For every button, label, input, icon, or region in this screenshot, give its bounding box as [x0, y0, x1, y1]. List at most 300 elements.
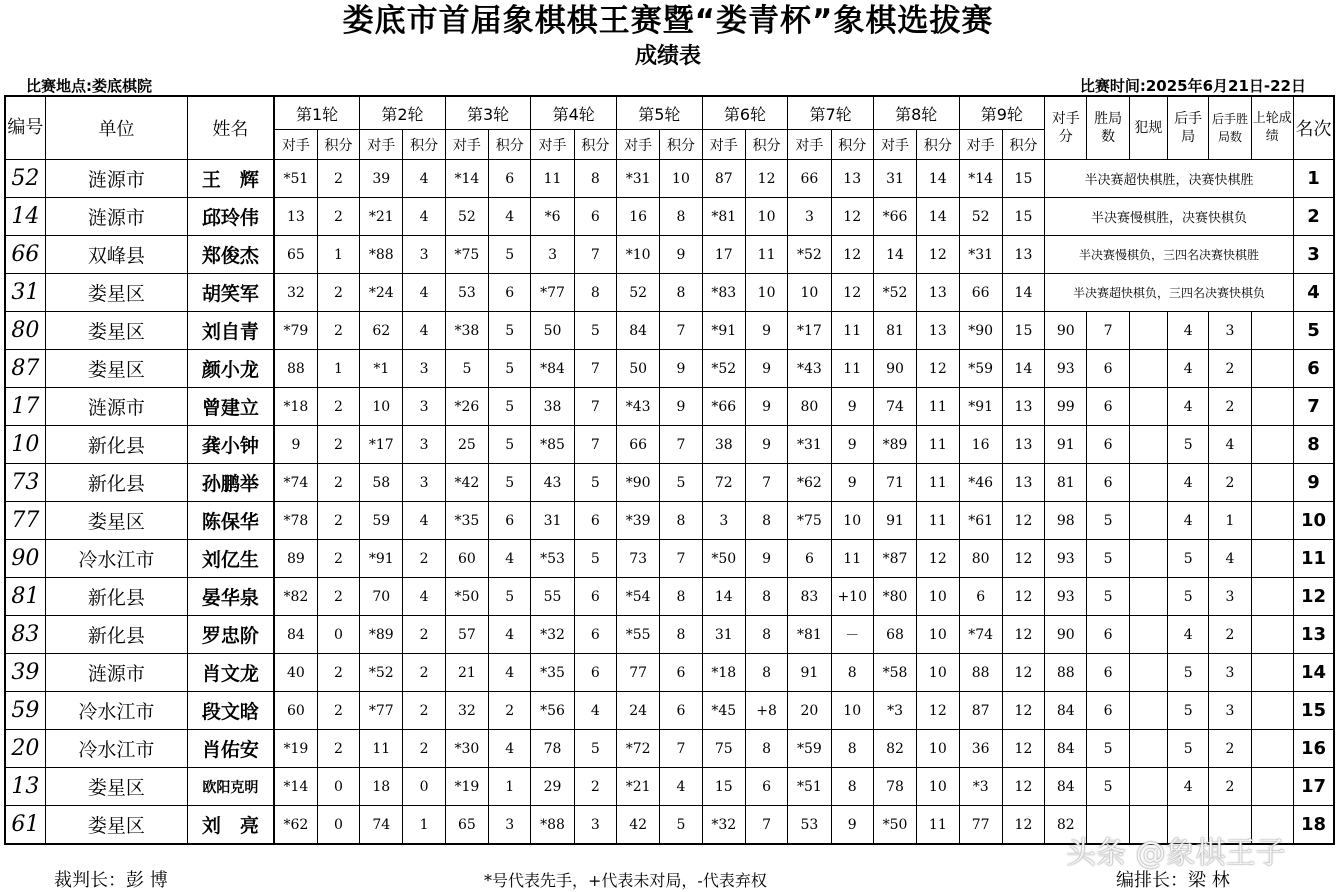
player-name: 刘 亮	[187, 806, 274, 845]
points-cell: 6	[660, 654, 702, 692]
black-wins-cell: 4	[1209, 426, 1251, 464]
opponent-cell: 78	[873, 768, 916, 806]
wins-cell: 6	[1087, 692, 1129, 730]
points-cell: 12	[1002, 692, 1044, 730]
player-unit: 娄星区	[45, 274, 187, 312]
points-cell: 12	[1002, 730, 1044, 768]
opponent-cell: *35	[531, 654, 574, 692]
opponent-cell: 36	[959, 730, 1002, 768]
opponent-cell: *53	[531, 540, 574, 578]
opponent-cell: *90	[617, 464, 660, 502]
opponent-cell: 74	[360, 806, 403, 845]
points-cell: 8	[574, 274, 616, 312]
points-cell: 6	[574, 578, 616, 616]
last-round-cell	[1251, 350, 1293, 388]
opponent-cell: *91	[360, 540, 403, 578]
black-wins-cell: 1	[1209, 502, 1251, 540]
table-row	[5, 768, 1334, 806]
black-wins-cell: 2	[1209, 464, 1251, 502]
player-name: 颜小龙	[187, 350, 274, 388]
points-cell: 1	[489, 768, 531, 806]
black-games-cell: 5	[1168, 426, 1209, 464]
last-round-cell	[1251, 616, 1293, 654]
opponent-cell: *77	[531, 274, 574, 312]
opponent-cell: 32	[445, 692, 488, 730]
player-name: 肖佑安	[187, 730, 274, 768]
black-wins-cell: 2	[1209, 388, 1251, 426]
table-row	[5, 502, 1334, 540]
points-cell: 6	[489, 160, 531, 198]
black-games-cell: 4	[1168, 388, 1209, 426]
points-cell: 13	[917, 312, 959, 350]
points-cell: 2	[403, 730, 445, 768]
points-cell: 12	[917, 540, 959, 578]
points-cell: 2	[317, 578, 359, 616]
points-cell: 2	[574, 768, 616, 806]
opponent-cell: *31	[788, 426, 831, 464]
points-cell: 7	[660, 312, 702, 350]
last-round-cell	[1251, 540, 1293, 578]
player-number: 59	[5, 692, 45, 730]
opponent-cell: 72	[702, 464, 745, 502]
black-wins-cell: 3	[1209, 654, 1251, 692]
black-games-cell: 4	[1168, 616, 1209, 654]
opponent-cell: 29	[531, 768, 574, 806]
wins-cell: 5	[1087, 540, 1129, 578]
opponent-cell: 55	[531, 578, 574, 616]
player-name: 肖文龙	[187, 654, 274, 692]
rank-cell: 11	[1293, 540, 1334, 578]
black-games-cell: 5	[1168, 578, 1209, 616]
player-unit: 双峰县	[45, 236, 187, 274]
opponent-cell: 78	[531, 730, 574, 768]
black-games-cell: 4	[1168, 502, 1209, 540]
opponent-cell: 89	[274, 540, 317, 578]
opponent-cell: *88	[360, 236, 403, 274]
table-row	[5, 236, 1334, 274]
black-games-cell: 4	[1168, 464, 1209, 502]
player-name: 王 辉	[187, 160, 274, 198]
rank-cell: 10	[1293, 502, 1334, 540]
points-cell: 10	[745, 198, 787, 236]
points-cell: 12	[1002, 806, 1044, 845]
header-last-round: 上轮成绩	[1251, 96, 1293, 160]
player-number: 73	[5, 464, 45, 502]
table-row	[5, 692, 1334, 730]
player-unit: 娄星区	[45, 350, 187, 388]
points-cell: 9	[745, 312, 787, 350]
rank-cell: 3	[1293, 236, 1334, 274]
points-cell: 5	[489, 236, 531, 274]
points-cell: 10	[831, 692, 873, 730]
points-cell: 3	[403, 236, 445, 274]
opponent-cell: 3	[788, 198, 831, 236]
black-wins-cell: 2	[1209, 730, 1251, 768]
result-note: 半决赛慢棋负，三四名决赛快棋胜	[1045, 236, 1294, 274]
points-cell: 4	[489, 730, 531, 768]
header-round-2: 第2轮	[360, 96, 446, 130]
opponent-cell: *6	[531, 198, 574, 236]
results-table	[4, 95, 1335, 845]
opponent-cell: *56	[531, 692, 574, 730]
player-number: 39	[5, 654, 45, 692]
player-unit: 新化县	[45, 616, 187, 654]
points-cell: 3	[574, 806, 616, 845]
header-opp-r5: 对手	[617, 130, 660, 160]
header-opp-score: 对手分	[1045, 96, 1087, 160]
opponent-cell: *81	[702, 198, 745, 236]
table-row	[5, 312, 1334, 350]
points-cell: 9	[745, 426, 787, 464]
points-cell: 14	[1002, 350, 1044, 388]
player-number: 87	[5, 350, 45, 388]
points-cell: 8	[660, 274, 702, 312]
header-pts-r8: 积分	[917, 130, 959, 160]
header-pts-r7: 积分	[831, 130, 873, 160]
points-cell: 5	[660, 806, 702, 845]
points-cell: 9	[660, 236, 702, 274]
player-unit: 娄星区	[45, 768, 187, 806]
opponent-cell: 38	[531, 388, 574, 426]
rank-cell: 5	[1293, 312, 1334, 350]
points-cell: 12	[831, 198, 873, 236]
opponent-cell: 71	[873, 464, 916, 502]
black-wins-cell: 3	[1209, 578, 1251, 616]
points-cell: 5	[574, 464, 616, 502]
opponent-cell: 14	[702, 578, 745, 616]
points-cell: 5	[489, 464, 531, 502]
player-number: 20	[5, 730, 45, 768]
player-number: 61	[5, 806, 45, 845]
player-name: 罗忠阶	[187, 616, 274, 654]
opponent-cell: *54	[617, 578, 660, 616]
opponent-cell: *88	[531, 806, 574, 845]
points-cell: 15	[1002, 160, 1044, 198]
foul-cell	[1129, 616, 1167, 654]
points-cell: 6	[574, 198, 616, 236]
opponent-cell: *3	[959, 768, 1002, 806]
header-round-4: 第4轮	[531, 96, 617, 130]
points-cell: 0	[403, 768, 445, 806]
header-opp-r4: 对手	[531, 130, 574, 160]
opponent-cell: 59	[360, 502, 403, 540]
player-name: 孙鹏举	[187, 464, 274, 502]
opponent-cell: 52	[445, 198, 488, 236]
opp-score-cell: 84	[1045, 692, 1087, 730]
opponent-cell: 88	[274, 350, 317, 388]
opponent-cell: *21	[360, 198, 403, 236]
points-cell: 9	[745, 540, 787, 578]
opponent-cell: 21	[445, 654, 488, 692]
opponent-cell: 66	[617, 426, 660, 464]
points-cell: 6	[489, 274, 531, 312]
black-wins-cell: 2	[1209, 350, 1251, 388]
opponent-cell: 66	[959, 274, 1002, 312]
opponent-cell: 11	[360, 730, 403, 768]
rank-cell: 7	[1293, 388, 1334, 426]
player-name: 邱玲伟	[187, 198, 274, 236]
player-name: 胡笑军	[187, 274, 274, 312]
opponent-cell: *74	[959, 616, 1002, 654]
points-cell: 3	[403, 350, 445, 388]
points-cell: 9	[660, 388, 702, 426]
points-cell: 3	[403, 464, 445, 502]
opp-score-cell: 84	[1045, 768, 1087, 806]
points-cell: 2	[403, 654, 445, 692]
points-cell: 2	[317, 540, 359, 578]
opponent-cell: 43	[531, 464, 574, 502]
points-cell: 15	[1002, 312, 1044, 350]
points-cell: 6	[574, 654, 616, 692]
black-wins-cell: 2	[1209, 616, 1251, 654]
player-number: 66	[5, 236, 45, 274]
opponent-cell: *26	[445, 388, 488, 426]
opponent-cell: 10	[360, 388, 403, 426]
points-cell: 2	[317, 654, 359, 692]
points-cell: 5	[489, 426, 531, 464]
opponent-cell: 68	[873, 616, 916, 654]
points-cell: 13	[1002, 388, 1044, 426]
points-cell: 7	[574, 426, 616, 464]
result-note: 半决赛超快棋胜，决赛快棋胜	[1045, 160, 1294, 198]
points-cell: 11	[917, 464, 959, 502]
points-cell: 6	[489, 502, 531, 540]
opponent-cell: 31	[873, 160, 916, 198]
opp-score-cell: 88	[1045, 654, 1087, 692]
header-foul: 犯规	[1129, 96, 1167, 160]
opponent-cell: 13	[274, 198, 317, 236]
points-cell: 8	[745, 578, 787, 616]
opp-score-cell: 93	[1045, 578, 1087, 616]
points-cell: 2	[317, 502, 359, 540]
points-cell: 15	[1002, 198, 1044, 236]
points-cell: 7	[660, 730, 702, 768]
opponent-cell: 73	[617, 540, 660, 578]
opponent-cell: *14	[445, 160, 488, 198]
points-cell: 10	[745, 274, 787, 312]
black-games-cell: 5	[1168, 692, 1209, 730]
player-number: 83	[5, 616, 45, 654]
rank-cell: 17	[1293, 768, 1334, 806]
opp-score-cell: 82	[1045, 806, 1087, 845]
wins-cell: 6	[1087, 426, 1129, 464]
opponent-cell: *30	[445, 730, 488, 768]
opp-score-cell: 84	[1045, 730, 1087, 768]
points-cell: 7	[745, 464, 787, 502]
opponent-cell: 57	[445, 616, 488, 654]
header-opp-r6: 对手	[702, 130, 745, 160]
player-number: 13	[5, 768, 45, 806]
page-title: 娄底市首届象棋棋王赛暨“娄青杯”象棋选拔赛	[342, 3, 994, 39]
opponent-cell: 17	[702, 236, 745, 274]
points-cell: 7	[574, 350, 616, 388]
opp-score-cell: 98	[1045, 502, 1087, 540]
player-number: 10	[5, 426, 45, 464]
rank-cell: 9	[1293, 464, 1334, 502]
points-cell: 8	[831, 768, 873, 806]
opponent-cell: *17	[360, 426, 403, 464]
header-opp-r9: 对手	[959, 130, 1002, 160]
player-unit: 新化县	[45, 464, 187, 502]
header-round-6: 第6轮	[702, 96, 788, 130]
black-games-cell: 5	[1168, 540, 1209, 578]
table-row	[5, 654, 1334, 692]
player-unit: 涟源市	[45, 198, 187, 236]
opponent-cell: 38	[702, 426, 745, 464]
table-row	[5, 578, 1334, 616]
opponent-cell: 40	[274, 654, 317, 692]
points-cell: 5	[489, 388, 531, 426]
rank-cell: 13	[1293, 616, 1334, 654]
points-cell: 7	[574, 236, 616, 274]
header-pts-r6: 积分	[745, 130, 787, 160]
opponent-cell: *82	[274, 578, 317, 616]
opponent-cell: *91	[959, 388, 1002, 426]
opponent-cell: *19	[274, 730, 317, 768]
opponent-cell: *38	[445, 312, 488, 350]
points-cell: 2	[317, 274, 359, 312]
points-cell: 10	[917, 730, 959, 768]
foul-cell	[1129, 502, 1167, 540]
opponent-cell: 39	[360, 160, 403, 198]
opponent-cell: *77	[360, 692, 403, 730]
opponent-cell: *85	[531, 426, 574, 464]
player-unit: 冷水江市	[45, 730, 187, 768]
opponent-cell: 88	[959, 654, 1002, 692]
last-round-cell	[1251, 692, 1293, 730]
points-cell: 4	[403, 160, 445, 198]
points-cell: 7	[660, 426, 702, 464]
points-cell: 5	[489, 578, 531, 616]
points-cell: 13	[831, 160, 873, 198]
opponent-cell: *50	[702, 540, 745, 578]
wins-cell: 5	[1087, 502, 1129, 540]
opponent-cell: *58	[873, 654, 916, 692]
points-cell: 11	[831, 540, 873, 578]
wins-cell: 5	[1087, 578, 1129, 616]
opponent-cell: *31	[617, 160, 660, 198]
points-cell: 4	[489, 540, 531, 578]
opponent-cell: *61	[959, 502, 1002, 540]
opponent-cell: *55	[617, 616, 660, 654]
header-round-8: 第8轮	[873, 96, 959, 130]
opponent-cell: 16	[959, 426, 1002, 464]
opponent-cell: 74	[873, 388, 916, 426]
points-cell: 2	[403, 616, 445, 654]
last-round-cell	[1251, 768, 1293, 806]
player-name: 欧阳克明	[187, 768, 274, 806]
opponent-cell: 32	[274, 274, 317, 312]
opponent-cell: *74	[274, 464, 317, 502]
points-cell: 11	[745, 236, 787, 274]
opponent-cell: *59	[788, 730, 831, 768]
opponent-cell: 11	[531, 160, 574, 198]
player-unit: 涟源市	[45, 160, 187, 198]
opponent-cell: *52	[873, 274, 916, 312]
points-cell: 14	[917, 198, 959, 236]
opponent-cell: *72	[617, 730, 660, 768]
points-cell: 12	[1002, 616, 1044, 654]
player-unit: 涟源市	[45, 654, 187, 692]
opponent-cell: *89	[873, 426, 916, 464]
opponent-cell: 6	[788, 540, 831, 578]
opponent-cell: *1	[360, 350, 403, 388]
opponent-cell: 82	[873, 730, 916, 768]
opponent-cell: 80	[788, 388, 831, 426]
opponent-cell: *83	[702, 274, 745, 312]
player-name: 段文晗	[187, 692, 274, 730]
header-no: 编号	[5, 96, 45, 160]
player-name: 陈保华	[187, 502, 274, 540]
player-name: 龚小钟	[187, 426, 274, 464]
foul-cell	[1129, 540, 1167, 578]
points-cell: 5	[574, 730, 616, 768]
points-cell: 8	[660, 198, 702, 236]
points-cell: 6	[574, 616, 616, 654]
points-cell: 1	[403, 806, 445, 845]
header-round-9: 第9轮	[959, 96, 1045, 130]
points-cell: 9	[831, 806, 873, 845]
last-round-cell	[1251, 312, 1293, 350]
points-cell: 11	[917, 426, 959, 464]
header-pts-r4: 积分	[574, 130, 616, 160]
rank-cell: 4	[1293, 274, 1334, 312]
points-cell: 13	[917, 274, 959, 312]
points-cell: 8	[660, 502, 702, 540]
black-games-cell: 5	[1168, 730, 1209, 768]
opponent-cell: 53	[788, 806, 831, 845]
last-round-cell	[1251, 654, 1293, 692]
opponent-cell: *79	[274, 312, 317, 350]
opponent-cell: *62	[274, 806, 317, 845]
opponent-cell: 5	[445, 350, 488, 388]
points-cell: 1	[317, 350, 359, 388]
black-wins-cell: 3	[1209, 692, 1251, 730]
foul-cell	[1129, 388, 1167, 426]
rank-cell: 14	[1293, 654, 1334, 692]
opponent-cell: 70	[360, 578, 403, 616]
points-cell: 11	[831, 312, 873, 350]
opponent-cell: *17	[788, 312, 831, 350]
table-row	[5, 198, 1334, 236]
opponent-cell: *19	[445, 768, 488, 806]
header-pts-r5: 积分	[660, 130, 702, 160]
rank-cell: 6	[1293, 350, 1334, 388]
header-opp-r2: 对手	[360, 130, 403, 160]
points-cell: 0	[317, 806, 359, 845]
opponent-cell: *31	[959, 236, 1002, 274]
opponent-cell: 6	[959, 578, 1002, 616]
opponent-cell: 77	[617, 654, 660, 692]
opponent-cell: 3	[531, 236, 574, 274]
opponent-cell: *90	[959, 312, 1002, 350]
points-cell: 4	[403, 502, 445, 540]
opponent-cell: 60	[445, 540, 488, 578]
points-cell: 10	[917, 616, 959, 654]
points-cell: 2	[317, 692, 359, 730]
points-cell: +8	[745, 692, 787, 730]
points-cell: 11	[831, 350, 873, 388]
points-cell: 4	[403, 312, 445, 350]
header-round-1: 第1轮	[274, 96, 360, 130]
chief-referee: 裁判长：彭 博	[54, 870, 168, 891]
header-pts-r3: 积分	[489, 130, 531, 160]
points-cell: 4	[403, 198, 445, 236]
opponent-cell: 52	[617, 274, 660, 312]
points-cell: 2	[317, 160, 359, 198]
points-cell: 8	[574, 160, 616, 198]
points-cell: 10	[917, 578, 959, 616]
